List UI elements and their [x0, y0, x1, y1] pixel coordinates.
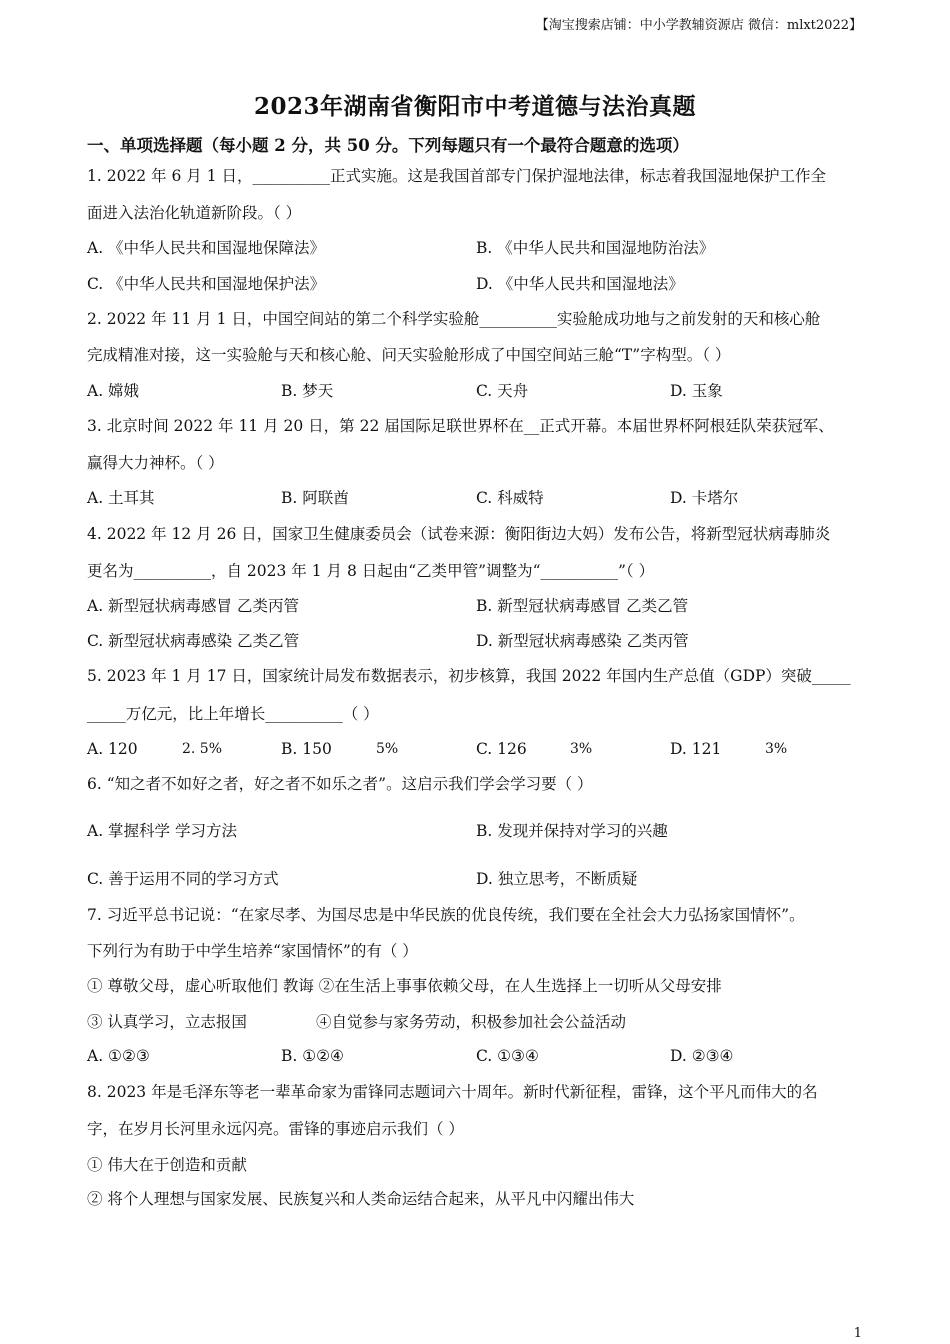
q4-option-c: C. 新型冠状病毒感染 乙类乙管 — [87, 632, 300, 650]
q4-option-a: A. 新型冠状病毒感冒 乙类丙管 — [87, 597, 299, 615]
question-6-line-1: 6. “知之者不如好之者，好之者不如乐之者”。这启示我们学会学习要（ ） — [87, 775, 593, 793]
question-2-line-2: 完成精准对接，这一实验舱与天和核心舱、问天实验舱形成了中国空间站三舱“T”字构型。（ ） — [87, 346, 731, 364]
q8-statement-1: ① 伟大在于创造和贡献 — [87, 1156, 247, 1174]
q3-option-c: C. 科威特 — [476, 489, 544, 507]
q6-option-b: B. 发现并保持对学习的兴趣 — [476, 822, 668, 840]
q7-option-b: B. ①②④ — [281, 1047, 344, 1065]
question-2-line-1: 2. 2022 年 11 月 1 日，中国空间站的第二个科学实验舱__________实验舱成功地与之前发射的天和核心舱 — [87, 310, 821, 328]
header-note: 【淘宝搜索店铺：中小学教辅资源店 微信：mlxt2022】 — [535, 18, 862, 33]
question-8-line-1: 8. 2023 年是毛泽东等老一辈革命家为雷锋同志题词六十周年。新时代新征程，雷锋，这个平凡而伟大的名 — [87, 1083, 818, 1101]
q2-option-a: A. 嫦娥 — [87, 382, 140, 400]
q7-statement-3: ③ 认真学习，立志报国 — [87, 1013, 247, 1031]
question-5-line-1: 5. 2023 年 1 月 17 日，国家统计局发布数据表示，初步核算，我国 2022 年国内生产总值（GDP）突破_____ — [87, 667, 851, 685]
question-7-line-2: 下列行为有助于中学生培养“家国情怀”的有（ ） — [87, 942, 418, 960]
question-4-line-2: 更名为__________，自 2023 年 1 月 8 日起由“乙类甲管”调整为“__________”（ ） — [87, 562, 655, 580]
question-8-line-2: 字，在岁月长河里永远闪亮。雷锋的事迹启示我们（ ） — [87, 1120, 464, 1138]
q3-option-a: A. 土耳其 — [87, 489, 155, 507]
q6-option-d: D. 独立思考，不断质疑 — [476, 870, 638, 888]
q3-option-d: D. 卡塔尔 — [670, 489, 739, 507]
question-4-line-1: 4. 2022 年 12 月 26 日，国家卫生健康委员会（试卷来源：衡阳街边大妈）发布公告，将新型冠状病毒肺炎 — [87, 525, 831, 543]
q8-statement-2: ② 将个人理想与国家发展、民族复兴和人类命运结合起来，从平凡中闪耀出伟大 — [87, 1190, 635, 1208]
q1-option-a: A. 《中华人民共和国湿地保障法》 — [87, 239, 326, 257]
q5-option-d-value: 3% — [765, 741, 788, 757]
section-heading: 一、单项选择题（每小题 2 分，共 50 分。下列每题只有一个最符合题意的选项） — [87, 136, 689, 155]
q5-option-a-value: 2. 5% — [182, 741, 223, 757]
q4-option-d: D. 新型冠状病毒感染 乙类丙管 — [476, 632, 689, 650]
q7-statement-4: ④自觉参与家务劳动，积极参加社会公益活动 — [316, 1013, 627, 1031]
q7-option-a: A. ①②③ — [87, 1047, 150, 1065]
page-title: 2023年湖南省衡阳市中考道德与法治真题 — [253, 93, 696, 120]
question-3-line-2: 赢得大力神杯。（ ） — [87, 454, 224, 472]
question-1-line-2: 面进入法治化轨道新阶段。（ ） — [87, 204, 302, 222]
q5-option-b-value: 5% — [376, 741, 399, 757]
q5-option-c-value: 3% — [570, 741, 593, 757]
question-1-line-1: 1. 2022 年 6 月 1 日，__________正式实施。这是我国首部专门保护湿地法律，标志着我国湿地保护工作全 — [87, 167, 827, 185]
q6-option-c: C. 善于运用不同的学习方式 — [87, 870, 279, 888]
question-5-line-2: _____万亿元，比上年增长__________（ ） — [87, 705, 379, 723]
question-3-line-1: 3. 北京时间 2022 年 11 月 20 日，第 22 届国际足联世界杯在__正式开幕。本届世界杯阿根廷队荣获冠军、 — [87, 417, 834, 435]
q5-option-c: C. 126 — [476, 740, 527, 758]
q1-option-d: D. 《中华人民共和国湿地法》 — [476, 275, 684, 293]
q2-option-c: C. 天舟 — [476, 382, 529, 400]
question-7-line-1: 7. 习近平总书记说：“在家尽孝、为国尽忠是中华民族的优良传统，我们要在全社会大力弘扬家国情怀”。 — [87, 906, 805, 924]
q5-option-a: A. 120 — [87, 740, 138, 758]
q5-option-b: B. 150 — [281, 740, 332, 758]
q3-option-b: B. 阿联酋 — [281, 489, 349, 507]
q7-statement-1-2: ① 尊敬父母，虚心听取他们 教诲 ②在生活上事事依赖父母，在人生选择上一切听从父母安排 — [87, 977, 722, 995]
q1-option-c: C. 《中华人民共和国湿地保护法》 — [87, 275, 326, 293]
q2-option-d: D. 玉象 — [670, 382, 723, 400]
q4-option-b: B. 新型冠状病毒感冒 乙类乙管 — [476, 597, 689, 615]
q7-option-c: C. ①③④ — [476, 1047, 539, 1065]
q6-option-a: A. 掌握科学 学习方法 — [87, 822, 237, 840]
q1-option-b: B. 《中华人民共和国湿地防治法》 — [476, 239, 715, 257]
q7-option-d: D. ②③④ — [670, 1047, 734, 1065]
q5-option-d: D. 121 — [670, 740, 722, 758]
page-number: 1 — [853, 1326, 862, 1341]
q2-option-b: B. 梦天 — [281, 382, 334, 400]
